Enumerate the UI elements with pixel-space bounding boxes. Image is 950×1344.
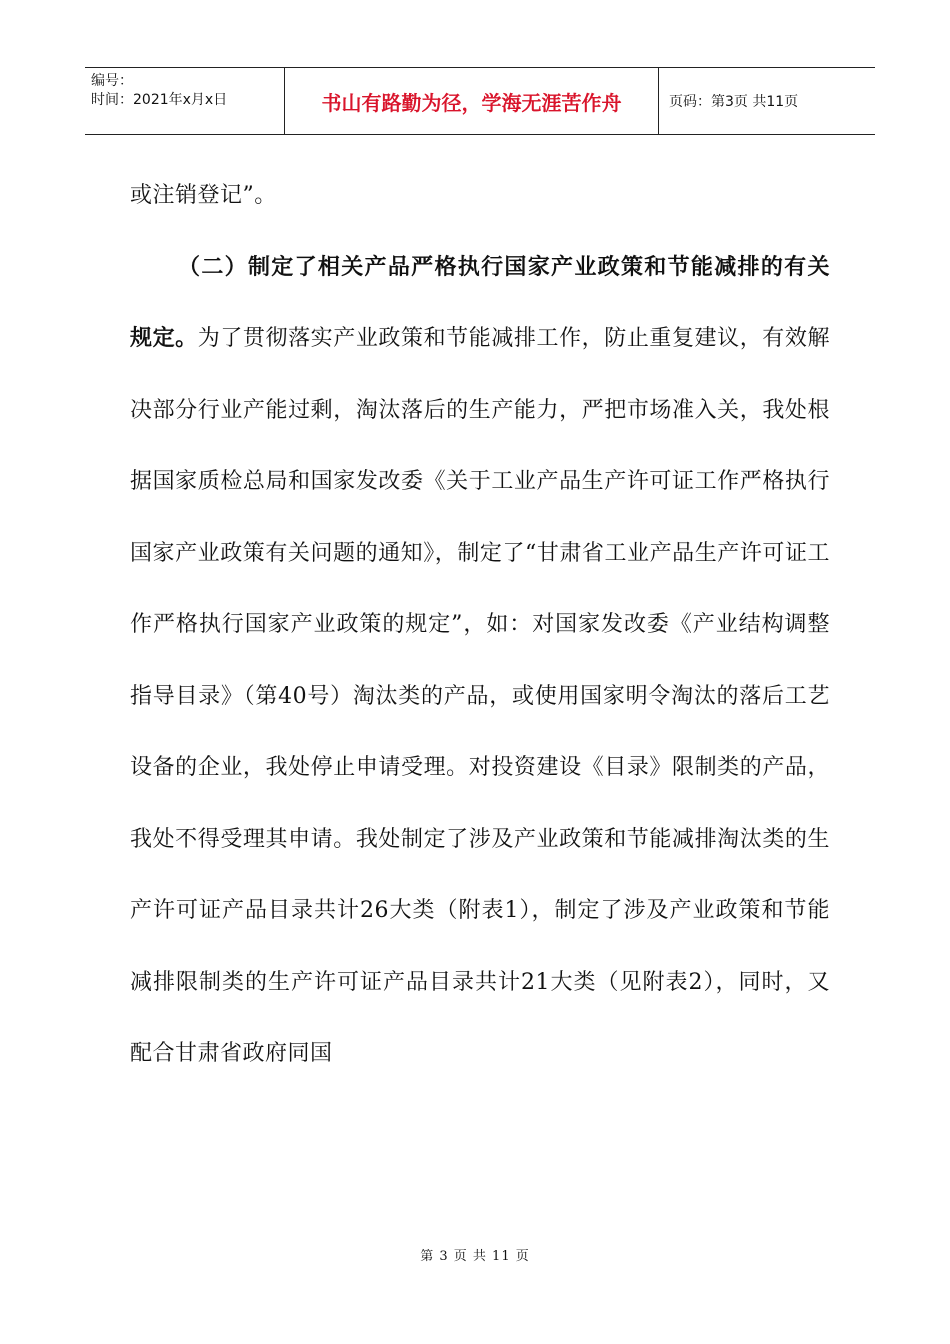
document-number-label: 编号： <box>91 73 133 89</box>
paragraph-section-two <box>130 232 830 1090</box>
document-time-label: 时间：2021年x月x日 <box>91 92 228 108</box>
header-page-label: 页码：第3页 共11页 <box>669 94 799 110</box>
section-heading: （二）制定了相关产品严格执行国家产业政策和节能减排的有关规定。 <box>130 253 830 351</box>
paragraph-continuation: 或注销登记”。 <box>130 183 277 208</box>
section-text: 为了贯彻落实产业政策和节能减排工作，防止重复建议，有效解决部分行业产能过剩，淘汰落后的生产能力，严把市场准入关，我处根据国家质检总局和国家发改委《关于工业产品生产许可证工作严格执行国家产业政策有关问题的通知》，制定了“甘肃省工业产品生产许可证工作严格执行国家产业政策的规定”，如：对国家发改委《产业结构调整指导目录》（第40号）淘汰类的产品，或使用国家明令淘汰的落后工艺设备的企业，我处停止申请受理。对投资建设《目录》限制类的产品，我处不得受理其申请。我处制定了涉及产业政策和节能减排淘汰类的生产许可证产品目录共计26大类（附表1），制定了涉及产业政策和节能减排限制类的生产许可证产品目录共计21大类（见附表2），同时，又配合甘肃省政府同国 <box>130 326 830 1066</box>
page-header <box>85 67 875 135</box>
page-footer: 第 3 页 共 11 页 <box>420 1249 530 1264</box>
header-motto: 书山有路勤为径，学海无涯苦作舟 <box>285 68 659 134</box>
header-meta <box>85 68 285 134</box>
document-body <box>130 160 830 1090</box>
